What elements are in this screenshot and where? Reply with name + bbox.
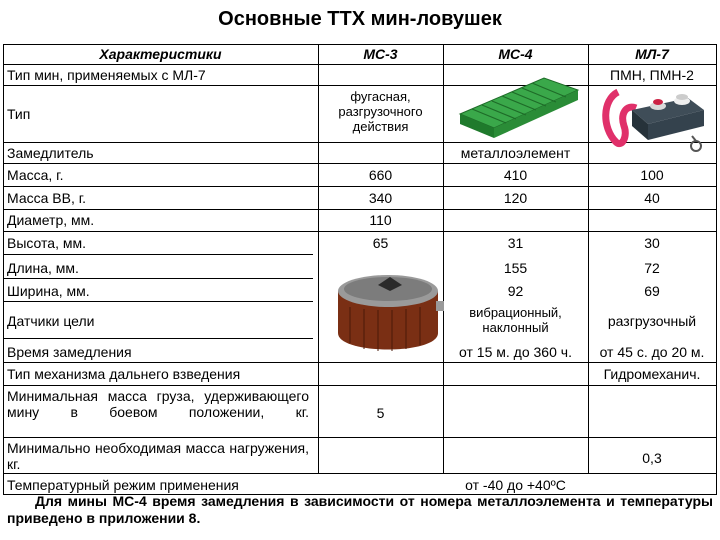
row-label-mine-types: Тип мин, применяемых с МЛ-7 xyxy=(7,67,206,83)
table-right-border xyxy=(716,44,717,494)
header-divider xyxy=(3,64,717,65)
length-ms4: 155 xyxy=(503,260,528,276)
min-load-ml7: 0,3 xyxy=(642,450,662,466)
row-divider xyxy=(3,278,313,279)
ms4-mine-image xyxy=(452,72,584,142)
row-divider xyxy=(3,473,717,474)
explosive-ms4: 120 xyxy=(503,190,528,206)
delay-time-ms4: от 15 м. до 360 ч. xyxy=(459,344,572,360)
table-top-border xyxy=(3,44,717,45)
row-label-width: Ширина, мм. xyxy=(7,283,90,299)
explosive-ms3: 340 xyxy=(368,190,393,206)
column-divider xyxy=(443,44,444,473)
footnote: Для мины МС-4 время замедления в зависимости от номера металлоэлемента и температуры приведено в приложении 8. xyxy=(7,493,713,526)
length-ml7: 72 xyxy=(644,260,660,276)
delay-time-ml7: от 45 с. до 20 м. xyxy=(599,344,705,360)
height-ms3: 65 xyxy=(372,235,389,251)
delay-ms4: металлоэлемент xyxy=(460,145,571,161)
row-label-delay-time: Время замедления xyxy=(7,344,132,360)
row-divider xyxy=(3,231,717,232)
row-divider xyxy=(3,385,717,386)
row-label-type: Тип xyxy=(7,106,31,122)
height-ms4: 31 xyxy=(507,235,524,251)
type-ms3: фугасная, разгрузочного действия xyxy=(338,89,423,134)
row-label-sensors: Датчики цели xyxy=(7,313,95,329)
row-label-length: Длина, мм. xyxy=(7,260,79,276)
table-left-border xyxy=(3,44,4,494)
ms3-mine-image xyxy=(318,263,448,363)
row-label-height: Высота, мм. xyxy=(7,235,86,251)
row-divider xyxy=(3,301,313,302)
diameter-ms3: 110 xyxy=(369,212,392,228)
header-characteristics: Характеристики xyxy=(99,46,222,62)
sensors-ms4: вибрационный, наклонный xyxy=(469,305,562,335)
width-ml7: 69 xyxy=(644,283,660,299)
row-divider xyxy=(3,209,717,210)
header-ms4: МС-4 xyxy=(498,46,533,62)
mine-types-ml7: ПМН, ПМН-2 xyxy=(610,67,694,83)
row-label-arming: Тип механизма дальнего взведения xyxy=(7,366,241,382)
header-ml7: МЛ-7 xyxy=(635,46,669,62)
row-divider xyxy=(3,338,313,339)
row-label-mass: Масса, г. xyxy=(7,167,64,183)
page-title: Основные ТТХ мин-ловушек xyxy=(218,8,502,30)
mass-ml7: 100 xyxy=(640,167,664,183)
ml7-mine-image xyxy=(596,86,714,158)
row-divider xyxy=(3,163,717,164)
row-label-min-load: Минимально необходимая масса нагружения, кг. xyxy=(7,440,309,472)
width-ms4: 92 xyxy=(507,283,524,299)
sensors-ml7: разгрузочный xyxy=(607,313,697,329)
row-label-diameter: Диаметр, мм. xyxy=(7,212,95,228)
row-label-delay: Замедлитель xyxy=(7,145,94,161)
temperature-value: от -40 до +40ºС xyxy=(465,477,566,493)
row-label-min-mass: Минимальная масса груза, удерживающего мину в боевом положении, кг. xyxy=(7,388,309,420)
row-divider xyxy=(3,186,717,187)
mass-ms3: 660 xyxy=(368,167,393,183)
row-divider xyxy=(3,437,717,438)
mass-ms4: 410 xyxy=(503,167,528,183)
explosive-ml7: 40 xyxy=(644,190,660,206)
column-divider xyxy=(588,44,589,473)
row-divider xyxy=(3,254,313,255)
height-ml7: 30 xyxy=(644,235,660,251)
header-ms3: МС-3 xyxy=(363,46,398,62)
row-label-temperature: Температурный режим применения xyxy=(7,477,239,493)
row-label-explosive-mass: Масса ВВ, г. xyxy=(7,190,87,206)
min-mass-ms3: 5 xyxy=(376,405,385,421)
arming-ml7: Гидромеханич. xyxy=(603,366,701,382)
